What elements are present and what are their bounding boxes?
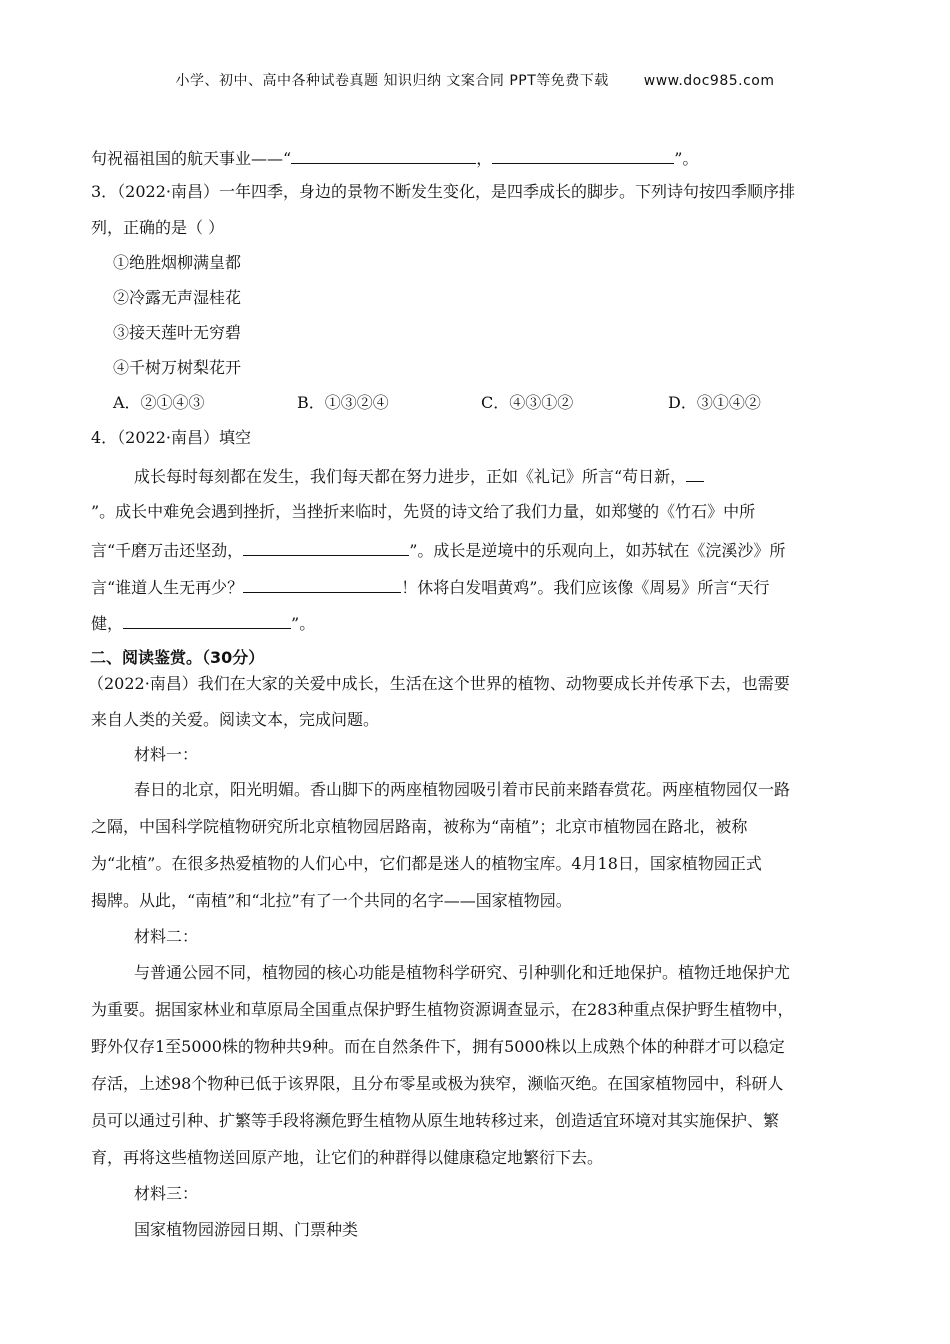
material-two-title: 材料二： <box>134 927 199 946</box>
option-c[interactable]: C．④③①② <box>481 393 574 412</box>
answer-blank[interactable] <box>243 576 401 593</box>
material-three-title: 材料三： <box>134 1184 199 1203</box>
option-d[interactable]: D．③①④② <box>668 393 761 412</box>
material-two-line: 育，再将这些植物送回原产地，让它们的种群得以健康稳定地繁衍下去。 <box>91 1148 604 1167</box>
page-header <box>0 70 950 90</box>
q4-line3: 言“千磨万击还坚劲， ”。成长是逆境中的乐观向上，如苏轼在《浣溪沙》所 <box>91 541 786 560</box>
answer-blank[interactable] <box>686 465 704 482</box>
material-two-line: 员可以通过引种、扩繁等手段将濒危野生植物从原生地转移过来，创造适宜环境对其实施保护、繁 <box>91 1111 780 1130</box>
q4-line4: 言“谁道人生无再少？ ！休将白发唱黄鸡”。我们应该像《周易》所言“天行 <box>91 578 770 597</box>
q2-tail-line: 句祝福祖国的航天事业——“ ， ”。 <box>91 149 699 168</box>
material-two-line: 为重要。据国家林业和草原局全国重点保护野生植物资源调查显示，在283种重点保护野生植物中， <box>91 1000 794 1019</box>
material-two-line: 野外仅存1至5000株的物种共9种。而在自然条件下，拥有5000株以上成熟个体的种群才可以稳定 <box>91 1037 785 1056</box>
material-two-line: 存活，上述98个物种已低于该界限，且分布零星或极为狭窄，濒临灭绝。在国家植物园中，科研人 <box>91 1074 784 1093</box>
header-text: 小学、初中、高中各种试卷真题 知识归纳 文案合同 PPT等免费下载 <box>175 73 609 89</box>
material-one-line: 为“北植”。在很多热爱植物的人们心中，它们都是迷人的植物宝库。4月18日，国家植物园正式 <box>91 854 762 873</box>
option-a[interactable]: A．②①④③ <box>113 393 205 412</box>
material-two-line: 与普通公园不同，植物园的核心功能是植物科学研究、引种驯化和迁地保护。植物迁地保护尤 <box>134 963 791 982</box>
answer-blank[interactable] <box>123 612 291 629</box>
option-b[interactable]: B．①③②④ <box>297 393 389 412</box>
q3-stem-line1: 3．（2022·南昌）一年四季，身边的景物不断发生变化，是四季成长的脚步。下列诗句按四季顺序排 <box>91 182 795 201</box>
answer-blank[interactable] <box>243 539 409 556</box>
q4-line5: 健， ”。 <box>91 614 316 633</box>
material-one-title: 材料一： <box>134 745 199 764</box>
q3-stem-line2: 列，正确的是（ ） <box>91 218 225 237</box>
q3-item: ④千树万树梨花开 <box>113 358 242 377</box>
material-one-line: 春日的北京，阳光明媚。香山脚下的两座植物园吸引着市民前来踏春赏花。两座植物园仅一路 <box>134 780 791 799</box>
q3-item: ③接天莲叶无穷碧 <box>113 323 242 342</box>
answer-blank[interactable] <box>492 147 674 164</box>
q3-item: ①绝胜烟柳满皇都 <box>113 253 242 272</box>
intro-line2: 来自人类的关爱。阅读文本，完成问题。 <box>91 710 380 729</box>
header-site-link[interactable]: www.doc985.com <box>643 73 775 89</box>
q3-item: ②冷露无声湿桂花 <box>113 288 242 307</box>
material-one-line: 揭牌。从此，“南植”和“北拉”有了一个共同的名字——国家植物园。 <box>91 891 572 910</box>
section-heading: 二、阅读鉴赏。（30分） <box>90 648 265 667</box>
material-three-line: 国家植物园游园日期、门票种类 <box>134 1220 359 1239</box>
answer-blank[interactable] <box>291 147 476 164</box>
q4-line2: ”。成长中难免会遇到挫折，当挫折来临时，先贤的诗文给了我们力量，如郑燮的《竹石》中所 <box>91 502 756 521</box>
q4-line1: 成长每时每刻都在发生，我们每天都在努力进步，正如《礼记》所言“苟日新， <box>134 465 704 487</box>
q4-title: 4．（2022·南昌）填空 <box>91 428 251 447</box>
intro-line1: （2022·南昌）我们在大家的关爱中成长，生活在这个世界的植物、动物要成长并传承下去，也需要 <box>88 674 790 693</box>
material-one-line: 之隔，中国科学院植物研究所北京植物园居路南，被称为“南植”；北京市植物园在路北，被称 <box>91 817 748 836</box>
